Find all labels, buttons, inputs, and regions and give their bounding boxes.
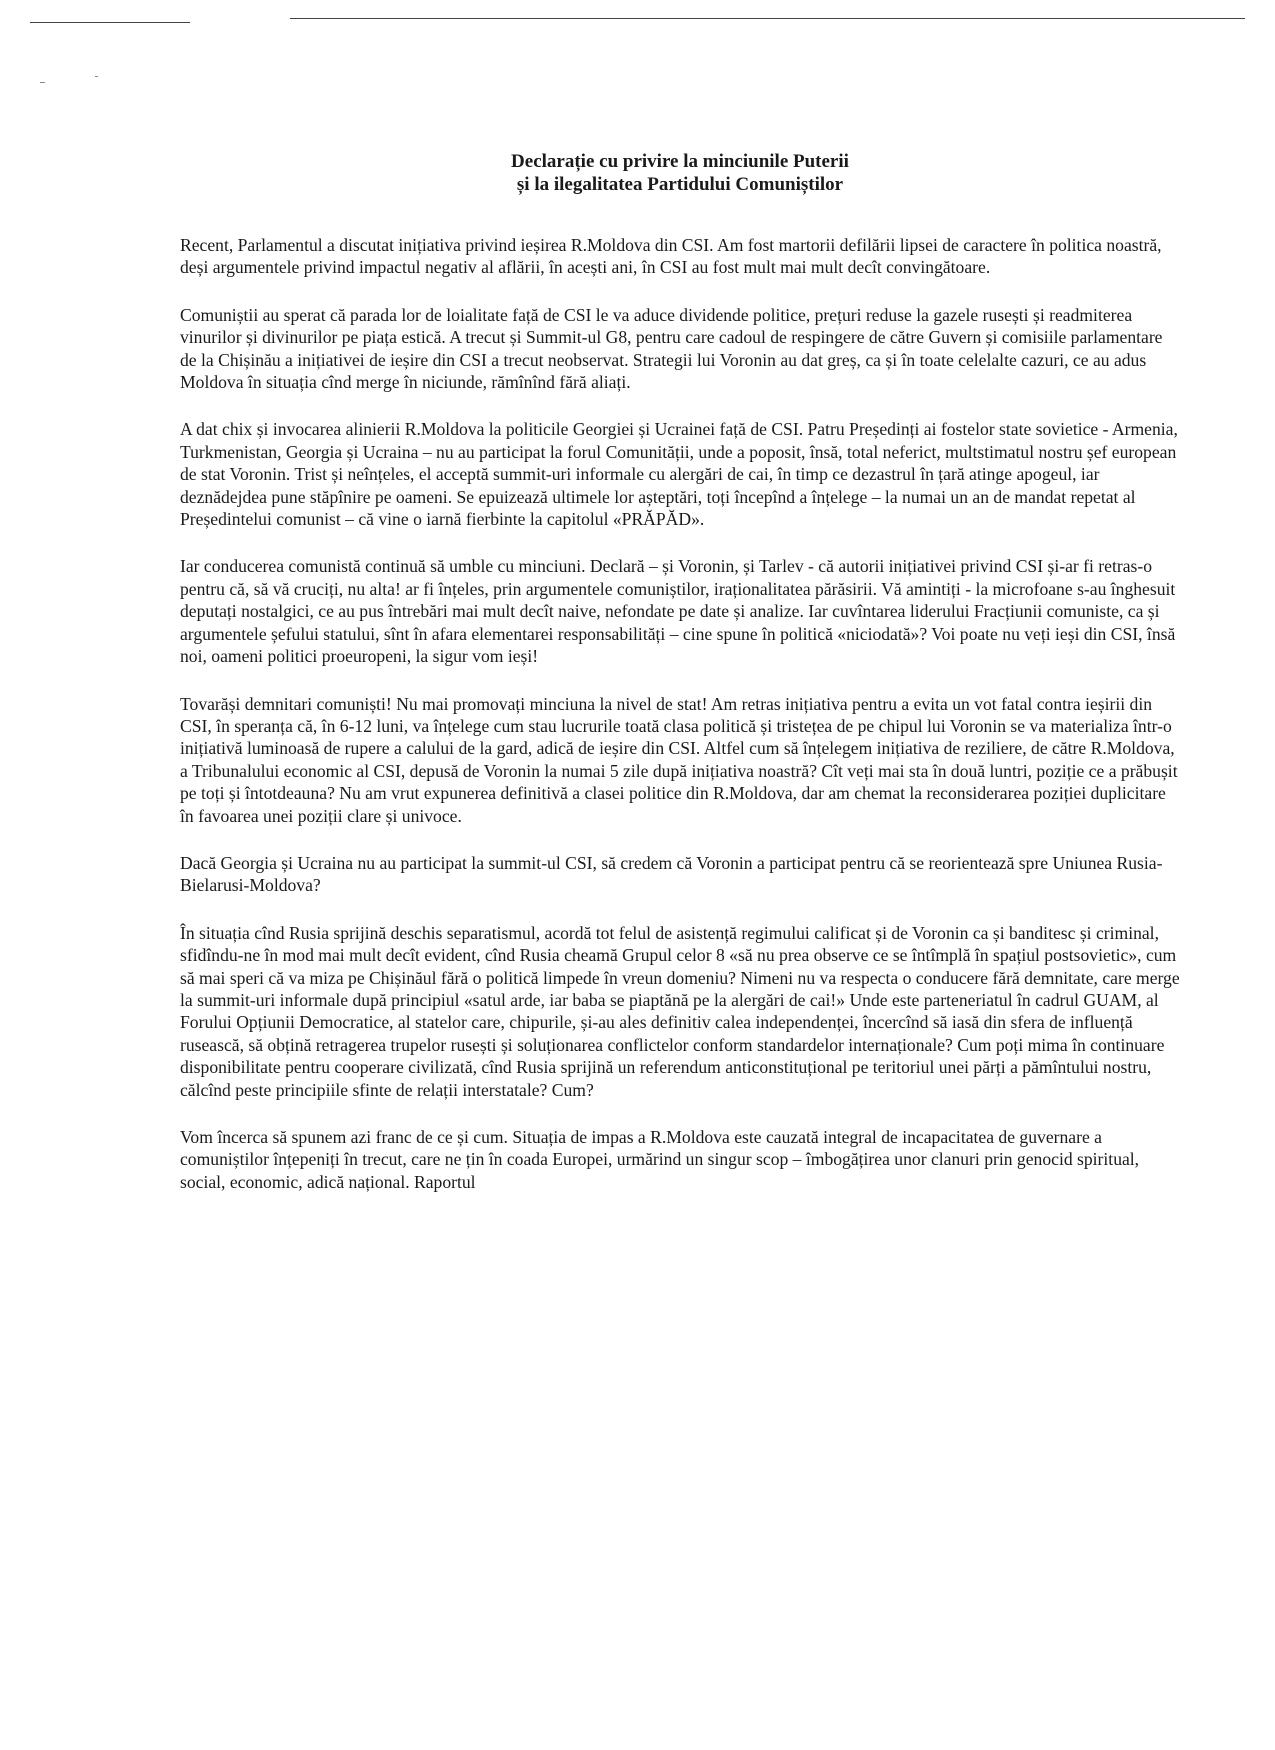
paragraph-4: Iar conducerea comunistă continuă să umble cu minciuni. Declară – și Voronin, și Tarlev - că autorii inițiativei privind CSI și-ar fi retras-o pentru că, să vă cruciți, nu alta! ar fi înțeles, prin argumentele comuniștilor, iraționalitatea părăsirii. Vă amintiți - la microfoane s-au înghesuit deputați nostalgici, ce au pus întrebări mai mult decît naive, nefondate pe date și analize. Iar cuvîntarea liderului Fracțiunii comuniste, ca și argumentele șefului statului, sînt în afara elementarei responsabilități – cine spune în politică «niciodată»? Voi poate nu veți ieși din CSI, însă noi, oameni politici proeuropeni, la sigur vom ieși! (180, 556, 1176, 667)
paragraph-3: A dat chix și invocarea alinierii R.Moldova la politicile Georgiei și Ucrainei față de CSI. Patru Președinți ai fostelor state sovietice - Armenia, Turkmenistan, Georgia și Ucraina – nu au participat la forul Comunității, unde a poposit, însă, total neferict, multstimatul nostru șef european de stat Voronin. Trist și neînțeles, el acceptă summit-uri informale cu alergări de cai, în timp ce dezastrul în țară atinge apogeul, iar deznădejdea pune stăpînire pe oameni. Se epuizează ultimele lor așteptări, toți începînd a înțelege – la numai un an de mandat repetat al Președintelui comunist – că vine o iarnă fierbinte la capitolul «PRĂPĂD». (180, 419, 1178, 530)
top-rule-right (290, 18, 1245, 19)
document-page (180, 150, 1180, 1218)
paragraph-1: Recent, Parlamentul a discutat inițiativa privind ieșirea R.Moldova din CSI. Am fost martorii defilării lipsei de caractere în politica noastră, deși argumentele privind impactul negativ al aflării, în acești ani, în CSI au fost mult mai mult decît convingătoare. (180, 235, 1162, 278)
paragraph-5: Tovarăși demnitari comuniști! Nu mai promovați minciuna la nivel de stat! Am retras inițiativa pentru a evita un vot fatal contra ieșirii din CSI, în speranța că, în 6-12 luni, va înțelege cum stau lucrurile toată clasa politică și tristețea de pe chipul lui Voronin se va materializa într-o inițiativă luminoasă de rupere a calului de la gard, adică de ieșire din CSI. Altfel cum să înțelegem inițiativa de reziliere, de către R.Moldova, a Tribunalului economic al CSI, depusă de Voronin la numai 5 zile după inițiativa noastră? Cît veți mai sta în două luntri, poziție ce a prăbușit pe toți și întotdeauna? Nu am vrut expunerea definitivă a clasei politice din R.Moldova, dar am chemat la reconsiderarea poziției duplicitare în favoarea unei poziții clare și univoce. (180, 693, 1178, 826)
title-line-1: Declarație cu privire la minciunile Puterii (511, 151, 849, 172)
title-line-2: și la ilegalitatea Partidului Comuniștilor (516, 174, 844, 195)
scan-speck (40, 82, 45, 83)
paragraph-6: Dacă Georgia și Ucraina nu au participat la summit-ul CSI, să credem că Voronin a participat pentru că se reorientează spre Uniunea Rusia-Bielarusi-Moldova? (180, 852, 1163, 896)
paragraph-7: În situația cînd Rusia sprijină deschis separatismul, acordă tot felul de asistență regimului calificat și de Voronin ca și banditesc și criminal, sfidîndu-ne în mod mai mult decît evident, cînd Rusia cheamă Grupul celor 8 «să nu prea observe ce se întîmplă în spațiul postsovietic», cum să mai speri că va miza pe Chișinăul fără o politică limpede în vreun domeniu? Nimeni nu va respecta o conducere fără demnitate, care merge la summit-uri informale după principiul «satul arde, iar baba se piaptănă pe la alergări de cai!» Unde este parteneriatul în cadrul GUAM, al Forului Opțiunii Democratice, al statelor care, chipurile, și-au ales definitiv calea independenței, încercînd să iasă din sfera de influență rusească, să obțină retragerea trupelor rusești și soluționarea conflictelor conform standardelor internaționale? Cum poți mima în continuare disponibilitate pentru cooperare civilizată, cînd Rusia sprijină un referendum anticonstituțional pe teritoriul unei părți a pămîntului nostru, călcînd peste principiile sfinte de relații interstatale? Cum? (180, 922, 1180, 1100)
top-rule-left (30, 22, 190, 23)
document-title (180, 150, 1180, 196)
paragraph-2: Comuniștii au sperat că parada lor de loialitate față de CSI le va aduce dividende politice, prețuri reduse la gazele rusești și readmiterea vinurilor și divinurilor pe piața estică. A trecut și Summit-ul G8, pentru care cadoul de respingere de către Guvern și comisiile parlamentare de la Chișinău a inițiativei de ieșire din CSI a trecut neobservat. Strategii lui Voronin au dat greș, ca și în toate celelalte cazuri, ce au adus Moldova în situația cînd merge în niciunde, rămînînd fără aliați. (180, 304, 1163, 393)
scan-speck (95, 76, 98, 77)
paragraph-8: Vom încerca să spunem azi franc de ce și cum. Situația de impas a R.Moldova este cauzată integral de incapacitatea de guvernare a comuniștilor înțepeniți în trecut, care ne țin în coada Europei, urmărind un singur scop – îmbogățirea unor clanuri prin genocid spiritual, social, economic, adică național. Raportul (180, 1127, 1140, 1192)
